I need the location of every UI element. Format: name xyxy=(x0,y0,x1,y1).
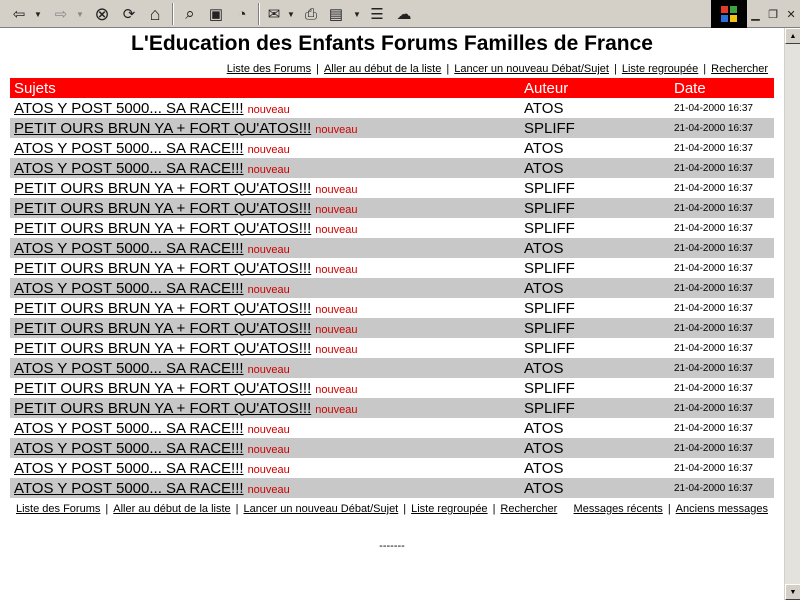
table-row xyxy=(10,238,774,258)
topic-link[interactable]: PETIT OURS BRUN YA + FORT QU'ATOS!!! xyxy=(14,379,312,397)
date-cell: 21-04-2000 16:37 xyxy=(670,158,774,178)
table-body xyxy=(10,98,774,498)
new-badge: nouveau xyxy=(315,323,358,336)
bottom-nav: Liste des Forums | Aller au début de la liste | Lancer un nouveau Débat/Sujet | Liste regroupée | Rechercher xyxy=(16,503,558,515)
nav-top-of-list-bottom[interactable]: Aller au début de la liste xyxy=(113,503,231,515)
author-cell: SPLIFF xyxy=(524,259,575,277)
date-cell: 21-04-2000 16:37 xyxy=(670,398,774,418)
date-cell: 21-04-2000 16:37 xyxy=(670,198,774,218)
topic-link[interactable]: PETIT OURS BRUN YA + FORT QU'ATOS!!! xyxy=(14,219,312,237)
table-row xyxy=(10,98,774,118)
new-badge: nouveau xyxy=(315,263,358,276)
new-badge: nouveau xyxy=(315,183,358,196)
author-cell: ATOS xyxy=(524,419,564,437)
new-badge: nouveau xyxy=(247,163,290,176)
edit-dropdown-icon[interactable]: ▼ xyxy=(353,9,361,19)
home-icon[interactable]: ⌂ xyxy=(149,3,161,24)
author-cell: SPLIFF xyxy=(520,318,670,338)
topic-link[interactable]: PETIT OURS BRUN YA + FORT QU'ATOS!!! xyxy=(14,319,312,337)
subject-cell xyxy=(10,478,520,498)
author-cell: ATOS xyxy=(524,99,564,117)
topic-link[interactable]: ATOS Y POST 5000... SA RACE!!! xyxy=(14,359,244,377)
author-cell: ATOS xyxy=(520,478,670,498)
author-cell: SPLIFF xyxy=(524,219,575,237)
bottom-nav-right: Messages récents | Anciens messages xyxy=(573,503,768,515)
subject-cell xyxy=(10,238,520,258)
header-subject: Sujets xyxy=(10,78,520,98)
table-row xyxy=(10,138,774,158)
nav-search[interactable]: Rechercher xyxy=(711,63,768,75)
new-badge: nouveau xyxy=(247,443,290,456)
stop-icon[interactable]: ⊗ xyxy=(94,3,110,24)
subject-cell xyxy=(10,378,520,398)
refresh-icon[interactable]: ⟳ xyxy=(122,6,136,23)
table-row xyxy=(10,298,774,318)
table-row xyxy=(10,218,774,238)
subject-cell xyxy=(10,438,520,458)
nav-old-messages[interactable]: Anciens messages xyxy=(675,503,768,515)
page-icon[interactable]: ☰ xyxy=(370,6,384,23)
header-author: Auteur xyxy=(520,78,670,98)
subject-cell xyxy=(10,398,520,418)
topic-link[interactable]: ATOS Y POST 5000... SA RACE!!! xyxy=(14,239,244,257)
nav-top-of-list[interactable]: Aller au début de la liste xyxy=(323,63,442,75)
topic-link[interactable]: PETIT OURS BRUN YA + FORT QU'ATOS!!! xyxy=(14,179,312,197)
back-dropdown-icon[interactable]: ▼ xyxy=(34,9,42,19)
table-row xyxy=(10,478,774,498)
date-cell: 21-04-2000 16:37 xyxy=(674,142,753,154)
table-row xyxy=(10,358,774,378)
new-badge: nouveau xyxy=(315,403,358,416)
author-cell: ATOS xyxy=(520,278,670,298)
new-badge: nouveau xyxy=(247,463,290,476)
back-icon[interactable]: ⇦ xyxy=(12,6,26,23)
table-row xyxy=(10,378,774,398)
table-row xyxy=(10,318,774,338)
subject-cell xyxy=(10,98,520,118)
author-cell: ATOS xyxy=(520,158,670,178)
browser-toolbar xyxy=(0,0,800,28)
subject-cell xyxy=(10,258,520,278)
new-badge: nouveau xyxy=(247,363,290,376)
author-cell: ATOS xyxy=(520,238,670,258)
page-content xyxy=(0,28,784,600)
edit-icon[interactable]: ▤ xyxy=(328,6,344,23)
table-row xyxy=(10,158,774,178)
subject-cell xyxy=(10,318,520,338)
date-cell: 21-04-2000 16:37 xyxy=(674,262,753,274)
new-badge: nouveau xyxy=(247,243,290,256)
forward-icon[interactable]: ⇨ xyxy=(54,6,68,23)
table-row xyxy=(10,338,774,358)
nav-new-topic[interactable]: Lancer un nouveau Débat/Sujet xyxy=(454,63,609,75)
topic-link[interactable]: ATOS Y POST 5000... SA RACE!!! xyxy=(14,279,244,297)
new-badge: nouveau xyxy=(315,223,358,236)
topic-link[interactable]: ATOS Y POST 5000... SA RACE!!! xyxy=(14,139,244,157)
subject-cell xyxy=(10,118,520,138)
subject-cell xyxy=(10,178,520,198)
subject-cell xyxy=(10,198,520,218)
favorites-icon[interactable]: ▣ xyxy=(208,6,224,23)
new-badge: nouveau xyxy=(315,303,358,316)
date-cell: 21-04-2000 16:37 xyxy=(674,302,753,314)
topic-link[interactable]: PETIT OURS BRUN YA + FORT QU'ATOS!!! xyxy=(14,119,312,137)
table-row xyxy=(10,198,774,218)
scroll-up-icon[interactable]: ▲ xyxy=(785,28,800,44)
topic-link[interactable]: PETIT OURS BRUN YA + FORT QU'ATOS!!! xyxy=(14,399,312,417)
topic-link[interactable]: ATOS Y POST 5000... SA RACE!!! xyxy=(14,99,244,117)
topic-link[interactable]: PETIT OURS BRUN YA + FORT QU'ATOS!!! xyxy=(14,199,312,217)
toolbar-separator xyxy=(172,3,174,25)
table-row xyxy=(10,438,774,458)
date-cell: 21-04-2000 16:37 xyxy=(670,358,774,378)
subject-cell xyxy=(10,138,520,158)
subject-cell xyxy=(10,298,520,318)
table-row xyxy=(10,278,774,298)
author-cell: SPLIFF xyxy=(524,299,575,317)
new-badge: nouveau xyxy=(247,423,290,436)
topic-link[interactable]: ATOS Y POST 5000... SA RACE!!! xyxy=(14,439,244,457)
author-cell: SPLIFF xyxy=(524,379,575,397)
mail-dropdown-icon[interactable]: ▼ xyxy=(287,9,295,19)
subject-cell xyxy=(10,358,520,378)
new-badge: nouveau xyxy=(315,343,358,356)
author-cell: ATOS xyxy=(520,358,670,378)
new-badge: nouveau xyxy=(315,203,358,216)
date-cell: 21-04-2000 16:37 xyxy=(670,118,774,138)
author-cell: ATOS xyxy=(524,139,564,157)
window-controls xyxy=(747,0,800,28)
windows-logo-icon xyxy=(711,0,747,28)
date-cell: 21-04-2000 16:37 xyxy=(674,222,753,234)
topic-link[interactable]: ATOS Y POST 5000... SA RACE!!! xyxy=(14,419,244,437)
author-cell: SPLIFF xyxy=(520,398,670,418)
nav-forum-list-bottom[interactable]: Liste des Forums xyxy=(16,503,101,515)
minimize-icon[interactable]: ▁ xyxy=(751,8,760,21)
nav-forum-list[interactable]: Liste des Forums xyxy=(226,63,312,75)
author-cell: SPLIFF xyxy=(524,179,575,197)
vertical-scrollbar[interactable] xyxy=(784,28,800,600)
mail-icon[interactable]: ✉ xyxy=(267,6,281,23)
author-cell: ATOS xyxy=(520,438,670,458)
author-cell: ATOS xyxy=(524,459,564,477)
date-cell: 21-04-2000 16:37 xyxy=(674,382,753,394)
nav-recent-messages[interactable]: Messages récents xyxy=(573,503,663,515)
topic-link[interactable]: ATOS Y POST 5000... SA RACE!!! xyxy=(14,479,244,497)
table-row xyxy=(10,258,774,278)
forum-table xyxy=(10,78,774,498)
history-icon[interactable]: ◔ xyxy=(237,5,247,23)
toolbar-separator xyxy=(258,3,260,25)
subject-cell xyxy=(10,338,520,358)
new-badge: nouveau xyxy=(247,483,290,496)
subject-cell xyxy=(10,458,520,478)
date-cell: 21-04-2000 16:37 xyxy=(670,478,774,498)
topic-link[interactable]: ATOS Y POST 5000... SA RACE!!! xyxy=(14,159,244,177)
topic-link[interactable]: PETIT OURS BRUN YA + FORT QU'ATOS!!! xyxy=(14,299,312,317)
table-row xyxy=(10,178,774,198)
table-row xyxy=(10,118,774,138)
author-cell: SPLIFF xyxy=(524,339,575,357)
search-icon[interactable]: ⌕ xyxy=(185,4,195,23)
new-badge: nouveau xyxy=(315,383,358,396)
table-header xyxy=(10,78,774,98)
header-date: Date xyxy=(670,78,774,98)
top-nav: Liste des Forums | Aller au début de la liste | Lancer un nouveau Débat/Sujet | Liste regroupée | Rechercher xyxy=(226,63,768,75)
new-badge: nouveau xyxy=(247,283,290,296)
print-icon[interactable]: ⎙ xyxy=(304,5,317,23)
subject-cell xyxy=(10,158,520,178)
nav-grouped-list-bottom[interactable]: Liste regroupée xyxy=(411,503,488,515)
date-cell: 21-04-2000 16:37 xyxy=(674,462,753,474)
forward-dropdown-icon[interactable]: ▼ xyxy=(76,9,84,19)
table-row xyxy=(10,458,774,478)
scroll-down-icon[interactable]: ▼ xyxy=(785,584,800,600)
date-cell: 21-04-2000 16:37 xyxy=(670,318,774,338)
date-cell: 21-04-2000 16:37 xyxy=(674,102,753,114)
topic-link[interactable]: PETIT OURS BRUN YA + FORT QU'ATOS!!! xyxy=(14,339,312,357)
discuss-icon[interactable]: ☁ xyxy=(396,6,412,23)
date-cell: 21-04-2000 16:37 xyxy=(670,238,774,258)
close-icon[interactable]: ✕ xyxy=(786,8,796,21)
date-cell: 21-04-2000 16:37 xyxy=(674,342,753,354)
date-cell: 21-04-2000 16:37 xyxy=(674,182,753,194)
restore-icon[interactable]: ❐ xyxy=(768,8,779,21)
nav-search-bottom[interactable]: Rechercher xyxy=(500,503,558,515)
subject-cell xyxy=(10,218,520,238)
author-cell: SPLIFF xyxy=(520,198,670,218)
nav-grouped-list[interactable]: Liste regroupée xyxy=(621,63,699,75)
new-badge: nouveau xyxy=(315,123,358,136)
table-row xyxy=(10,398,774,418)
page-title: L'Education des Enfants Forums Familles de France xyxy=(131,32,653,55)
table-row xyxy=(10,418,774,438)
new-badge: nouveau xyxy=(247,103,290,116)
subject-cell xyxy=(10,278,520,298)
new-badge: nouveau xyxy=(247,143,290,156)
topic-link[interactable]: PETIT OURS BRUN YA + FORT QU'ATOS!!! xyxy=(14,259,312,277)
author-cell: SPLIFF xyxy=(520,118,670,138)
topic-link[interactable]: ATOS Y POST 5000... SA RACE!!! xyxy=(14,459,244,477)
date-cell: 21-04-2000 16:37 xyxy=(670,278,774,298)
date-cell: 21-04-2000 16:37 xyxy=(674,422,753,434)
nav-new-topic-bottom[interactable]: Lancer un nouveau Débat/Sujet xyxy=(243,503,399,515)
footer-separator: ------- xyxy=(379,540,405,552)
subject-cell xyxy=(10,418,520,438)
date-cell: 21-04-2000 16:37 xyxy=(670,438,774,458)
